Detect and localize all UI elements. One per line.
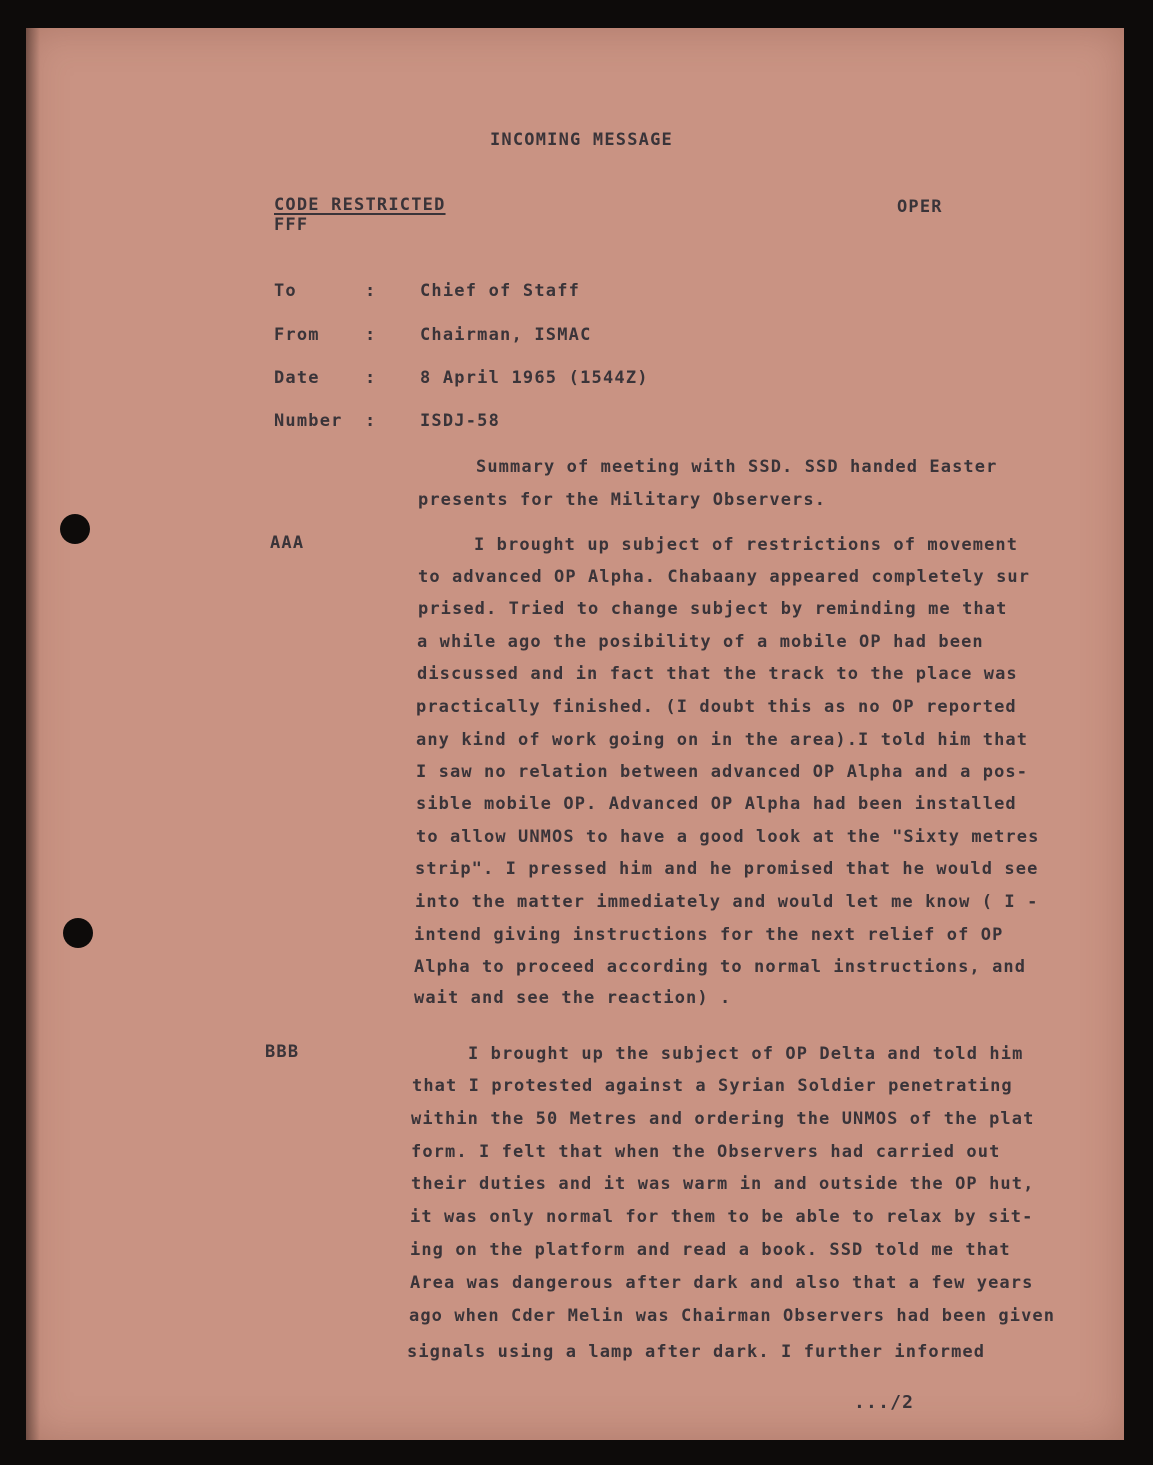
document-title: INCOMING MESSAGE [490,130,673,150]
section-line: a while ago the posibility of a mobile OP had been [417,632,984,652]
section-line: wait and see the reaction) . [414,988,732,1008]
classification-sub: FFF [274,215,309,235]
section-line: their duties and it was warm in and outside the OP hut, [411,1174,1035,1194]
field-value: Chairman, ISMAC [420,325,592,345]
punch-hole-bottom [63,918,93,948]
section-line: to allow UNMOS to have a good look at the "Sixty metres [416,827,1040,847]
routing-label: OPER [897,197,943,217]
page-edge-shadow [26,28,40,1440]
section-line: Alpha to proceed according to normal instructions, and [414,957,1027,977]
section-line: that I protested against a Syrian Soldier penetrating [412,1076,1013,1096]
section-line: strip". I pressed him and he promised that he would see [415,859,1039,879]
summary-line: Summary of meeting with SSD. SSD handed Easter [476,457,998,477]
continuation-marker: .../2 [854,1392,915,1413]
field-separator: : [365,368,377,388]
section-line: I brought up the subject of OP Delta and told him [468,1044,1024,1064]
section-marker: AAA [270,533,305,553]
section-line: to advanced OP Alpha. Chabaany appeared completely sur [418,567,1031,587]
section-line: into the matter immediately and would let me know ( I - [415,892,1039,912]
field-label: Number [274,411,343,431]
field-label: To [274,281,297,301]
section-line: sible mobile OP. Advanced OP Alpha had been installed [416,794,1017,814]
field-separator: : [365,411,377,431]
section-line: ago when Cder Melin was Chairman Observers had been given [409,1306,1056,1326]
field-separator: : [365,325,377,345]
section-line: intend giving instructions for the next relief of OP [414,925,1004,945]
section-marker: BBB [265,1042,300,1062]
classification-label: CODE RESTRICTED [274,195,446,215]
section-line: it was only normal for them to be able to relax by sit- [410,1207,1034,1227]
field-value: Chief of Staff [420,281,581,301]
field-label: From [274,325,320,345]
section-line: I saw no relation between advanced OP Alpha and a pos- [416,762,1029,782]
field-value: 8 April 1965 (1544Z) [420,368,649,388]
section-line: within the 50 Metres and ordering the UNMOS of the plat [411,1109,1035,1129]
section-line: any kind of work going on in the area).I told him that [416,730,1029,750]
section-line: discussed and in fact that the track to the place was [417,664,1018,684]
section-line: prised. Tried to change subject by reminding me that [418,599,1008,619]
section-line: ing on the platform and read a book. SSD told me that [410,1240,1011,1260]
punch-hole-top [60,514,90,544]
field-separator: : [365,281,377,301]
section-line: practically finished. (I doubt this as no OP reported [416,697,1017,717]
section-line: signals using a lamp after dark. I further informed [407,1342,986,1362]
section-line: I brought up subject of restrictions of movement [474,535,1019,555]
section-line: Area was dangerous after dark and also that a few years [410,1273,1034,1293]
field-label: Date [274,368,320,388]
section-line: form. I felt that when the Observers had carried out [411,1142,1001,1162]
summary-line: presents for the Military Observers. [418,490,827,510]
field-value: ISDJ-58 [420,411,501,431]
